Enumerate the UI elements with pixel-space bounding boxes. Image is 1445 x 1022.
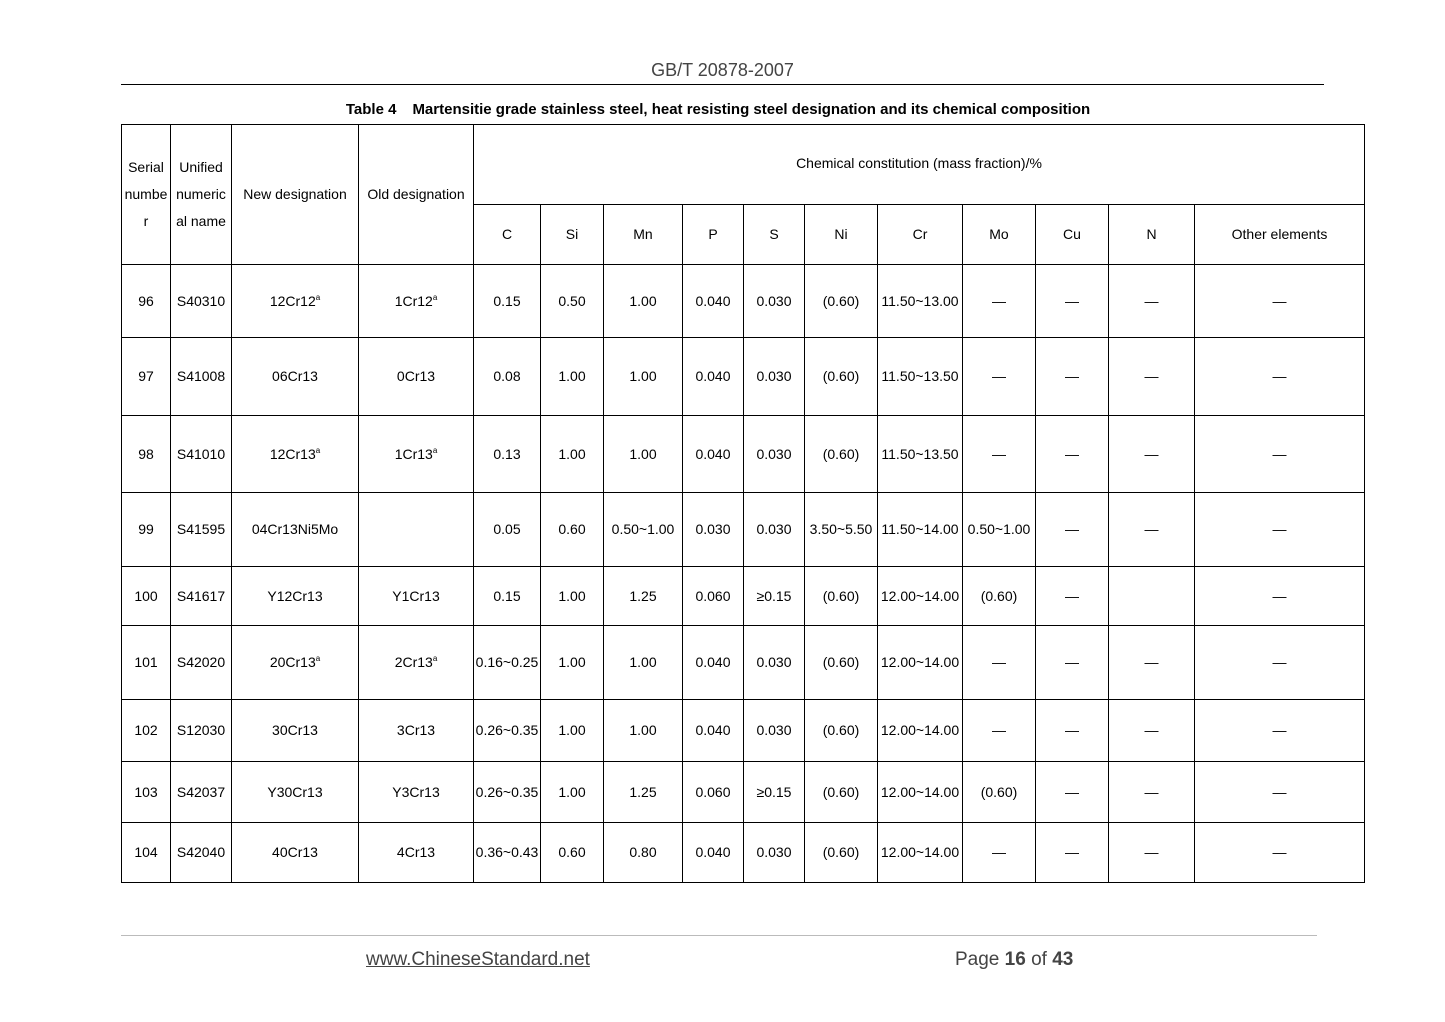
cell-si: 0.60 xyxy=(541,493,604,567)
new-designation-text: 20Cr13 xyxy=(269,654,316,670)
cell-mo: — xyxy=(963,265,1036,338)
header-element-mn: Mn xyxy=(604,205,683,265)
new-designation-text: 12Cr12 xyxy=(269,292,316,309)
cell-cu: — xyxy=(1036,700,1109,762)
cell-unified-name: S12030 xyxy=(171,700,232,762)
cell-si: 1.00 xyxy=(541,762,604,823)
header-row xyxy=(122,125,1365,205)
header-chemical: Chemical constitution (mass fraction)/% xyxy=(474,125,1365,205)
new-designation-text: Y30Cr13 xyxy=(267,783,323,800)
cell-p: 0.060 xyxy=(683,762,744,823)
table-title-text: Martensitie grade stainless steel, heat resisting steel designation and its chemical composition xyxy=(412,101,1091,118)
new-designation-text: 40Cr13 xyxy=(272,844,318,860)
table-row xyxy=(122,416,1365,493)
cell-unified-name: S41617 xyxy=(171,567,232,626)
cell-other-elements: — xyxy=(1195,416,1365,493)
cell-other-elements: — xyxy=(1195,338,1365,416)
cell-old-designation xyxy=(359,700,474,762)
cell-old-designation xyxy=(359,567,474,626)
cell-other-elements: — xyxy=(1195,700,1365,762)
standard-code: GB/T 20878-2007 xyxy=(651,60,794,80)
cell-p: 0.040 xyxy=(683,823,744,883)
cell-n: — xyxy=(1109,416,1195,493)
cell-old-designation xyxy=(359,762,474,823)
cell-other-elements: — xyxy=(1195,493,1365,567)
old-designation-text: Y3Cr13 xyxy=(392,783,440,800)
cell-new-designation xyxy=(232,626,359,700)
old-designation-text: 0Cr13 xyxy=(396,368,436,384)
cell-n: — xyxy=(1109,823,1195,883)
cell-cr: 11.50~13.50 xyxy=(878,338,963,416)
header-element-cr: Cr xyxy=(878,205,963,265)
cell-s: 0.030 xyxy=(744,700,805,762)
header-element-si: Si xyxy=(541,205,604,265)
cell-ni: (0.60) xyxy=(805,567,878,626)
cell-p: 0.040 xyxy=(683,700,744,762)
cell-n: — xyxy=(1109,493,1195,567)
table-row xyxy=(122,493,1365,567)
cell-cu: — xyxy=(1036,493,1109,567)
cell-cu: — xyxy=(1036,626,1109,700)
cell-ni: (0.60) xyxy=(805,265,878,338)
cell-s: 0.030 xyxy=(744,265,805,338)
table-row xyxy=(122,700,1365,762)
cell-cr: 12.00~14.00 xyxy=(878,823,963,883)
cell-cu: — xyxy=(1036,265,1109,338)
header-element-cu: Cu xyxy=(1036,205,1109,265)
cell-c: 0.08 xyxy=(474,338,541,416)
cell-p: 0.040 xyxy=(683,338,744,416)
cell-cu: — xyxy=(1036,416,1109,493)
header-unified: Unified numeric al name xyxy=(171,125,232,265)
cell-new-designation xyxy=(232,493,359,567)
cell-mo: — xyxy=(963,338,1036,416)
cell-n xyxy=(1109,567,1195,626)
cell-mn: 1.00 xyxy=(604,700,683,762)
cell-n: — xyxy=(1109,700,1195,762)
cell-serial: 99 xyxy=(122,493,171,567)
cell-mo: (0.60) xyxy=(963,567,1036,626)
new-designation-text: 04Cr13Ni5Mo xyxy=(251,521,339,537)
cell-s: 0.030 xyxy=(744,823,805,883)
cell-n: — xyxy=(1109,762,1195,823)
cell-mn: 1.00 xyxy=(604,265,683,338)
cell-unified-name: S42020 xyxy=(171,626,232,700)
page-indicator xyxy=(955,949,1073,971)
header-old-designation: Old designation xyxy=(359,125,474,265)
cell-unified-name: S40310 xyxy=(171,265,232,338)
cell-old-designation xyxy=(359,823,474,883)
cell-other-elements: — xyxy=(1195,265,1365,338)
footnote-marker: a xyxy=(315,445,321,455)
cell-serial: 101 xyxy=(122,626,171,700)
cell-cr: 11.50~13.50 xyxy=(878,416,963,493)
cell-si: 1.00 xyxy=(541,700,604,762)
page-total: 43 xyxy=(1052,949,1074,970)
cell-other-elements: — xyxy=(1195,823,1365,883)
cell-ni: (0.60) xyxy=(805,700,878,762)
cell-ni: (0.60) xyxy=(805,338,878,416)
cell-new-designation xyxy=(232,762,359,823)
cell-s: ≥0.15 xyxy=(744,762,805,823)
cell-n: — xyxy=(1109,626,1195,700)
cell-p: 0.040 xyxy=(683,626,744,700)
cell-mo: — xyxy=(963,823,1036,883)
cell-old-designation xyxy=(359,265,474,338)
cell-unified-name: S42037 xyxy=(171,762,232,823)
table-row xyxy=(122,626,1365,700)
cell-s: ≥0.15 xyxy=(744,567,805,626)
cell-p: 0.040 xyxy=(683,265,744,338)
cell-new-designation xyxy=(232,416,359,493)
cell-new-designation xyxy=(232,338,359,416)
cell-old-designation xyxy=(359,493,474,567)
cell-ni: (0.60) xyxy=(805,823,878,883)
cell-old-designation xyxy=(359,416,474,493)
cell-c: 0.05 xyxy=(474,493,541,567)
cell-serial: 103 xyxy=(122,762,171,823)
cell-cr: 11.50~14.00 xyxy=(878,493,963,567)
cell-si: 0.60 xyxy=(541,823,604,883)
old-designation-text: 1Cr12 xyxy=(394,292,433,309)
cell-si: 1.00 xyxy=(541,338,604,416)
cell-c: 0.16~0.25 xyxy=(474,626,541,700)
header-element-mo: Mo xyxy=(963,205,1036,265)
cell-serial: 104 xyxy=(122,823,171,883)
old-designation-text: 4Cr13 xyxy=(396,844,436,860)
cell-mo: 0.50~1.00 xyxy=(963,493,1036,567)
cell-mo: (0.60) xyxy=(963,762,1036,823)
cell-ni: 3.50~5.50 xyxy=(805,493,878,567)
cell-mn: 1.25 xyxy=(604,567,683,626)
cell-si: 1.00 xyxy=(541,626,604,700)
cell-unified-name: S42040 xyxy=(171,823,232,883)
cell-cr: 12.00~14.00 xyxy=(878,626,963,700)
cell-s: 0.030 xyxy=(744,338,805,416)
header-element-s: S xyxy=(744,205,805,265)
cell-new-designation xyxy=(232,823,359,883)
page-current: 16 xyxy=(1004,949,1026,970)
footer-rule xyxy=(121,935,1317,936)
cell-cr: 12.00~14.00 xyxy=(878,762,963,823)
cell-n: — xyxy=(1109,265,1195,338)
cell-old-designation xyxy=(359,338,474,416)
cell-serial: 102 xyxy=(122,700,171,762)
old-designation-text: 3Cr13 xyxy=(396,722,436,738)
header-serial: Serial numbe r xyxy=(122,125,171,265)
cell-s: 0.030 xyxy=(744,626,805,700)
cell-p: 0.040 xyxy=(683,416,744,493)
old-designation-text: Y1Cr13 xyxy=(392,587,440,604)
header-rule xyxy=(121,84,1324,85)
old-designation-text: 2Cr13 xyxy=(394,654,433,670)
cell-si: 0.50 xyxy=(541,265,604,338)
cell-c: 0.26~0.35 xyxy=(474,700,541,762)
footnote-marker: a xyxy=(432,445,438,455)
footnote-marker: a xyxy=(315,292,321,302)
table-number: Table 4 xyxy=(345,101,397,118)
cell-serial: 97 xyxy=(122,338,171,416)
header-element-n: N xyxy=(1109,205,1195,265)
table-row xyxy=(122,567,1365,626)
cell-unified-name: S41008 xyxy=(171,338,232,416)
cell-mn: 0.50~1.00 xyxy=(604,493,683,567)
footnote-marker: a xyxy=(432,654,438,663)
cell-cu: — xyxy=(1036,823,1109,883)
cell-c: 0.36~0.43 xyxy=(474,823,541,883)
cell-cu: — xyxy=(1036,338,1109,416)
header-element-ni: Ni xyxy=(805,205,878,265)
site-link[interactable]: www.ChineseStandard.net xyxy=(366,949,590,970)
cell-p: 0.030 xyxy=(683,493,744,567)
cell-s: 0.030 xyxy=(744,493,805,567)
cell-serial: 96 xyxy=(122,265,171,338)
footnote-marker: a xyxy=(432,292,438,302)
footnote-marker: a xyxy=(315,654,321,663)
header-element-p: P xyxy=(683,205,744,265)
cell-unified-name: S41010 xyxy=(171,416,232,493)
cell-ni: (0.60) xyxy=(805,626,878,700)
cell-other-elements: — xyxy=(1195,762,1365,823)
cell-mo: — xyxy=(963,626,1036,700)
header-element-other-elements: Other elements xyxy=(1195,205,1365,265)
header-element-c: C xyxy=(474,205,541,265)
cell-cu: — xyxy=(1036,567,1109,626)
page-of: of xyxy=(1031,949,1047,970)
cell-cu: — xyxy=(1036,762,1109,823)
cell-other-elements: — xyxy=(1195,567,1365,626)
cell-ni: (0.60) xyxy=(805,762,878,823)
cell-n: — xyxy=(1109,338,1195,416)
cell-other-elements: — xyxy=(1195,626,1365,700)
cell-mo: — xyxy=(963,700,1036,762)
cell-cr: 11.50~13.00 xyxy=(878,265,963,338)
cell-serial: 98 xyxy=(122,416,171,493)
cell-mn: 0.80 xyxy=(604,823,683,883)
new-designation-text: 30Cr13 xyxy=(272,722,318,738)
cell-new-designation xyxy=(232,567,359,626)
cell-p: 0.060 xyxy=(683,567,744,626)
cell-mn: 1.00 xyxy=(604,416,683,493)
cell-cr: 12.00~14.00 xyxy=(878,700,963,762)
cell-mn: 1.00 xyxy=(604,626,683,700)
cell-cr: 12.00~14.00 xyxy=(878,567,963,626)
cell-ni: (0.60) xyxy=(805,416,878,493)
table-body xyxy=(122,125,1365,883)
cell-new-designation xyxy=(232,265,359,338)
new-designation-text: 06Cr13 xyxy=(272,368,318,384)
table-row xyxy=(122,338,1365,416)
table-row xyxy=(122,823,1365,883)
page-prefix: Page xyxy=(955,949,1000,970)
cell-mn: 1.25 xyxy=(604,762,683,823)
cell-serial: 100 xyxy=(122,567,171,626)
old-designation-text: 1Cr13 xyxy=(394,445,433,462)
cell-new-designation xyxy=(232,700,359,762)
table-title xyxy=(0,101,1436,118)
cell-s: 0.030 xyxy=(744,416,805,493)
table-row xyxy=(122,265,1365,338)
cell-mo: — xyxy=(963,416,1036,493)
cell-si: 1.00 xyxy=(541,416,604,493)
cell-old-designation xyxy=(359,626,474,700)
cell-mn: 1.00 xyxy=(604,338,683,416)
cell-c: 0.15 xyxy=(474,567,541,626)
header-new-designation: New designation xyxy=(232,125,359,265)
cell-c: 0.15 xyxy=(474,265,541,338)
composition-table xyxy=(121,124,1365,883)
new-designation-text: 12Cr13 xyxy=(269,445,316,462)
cell-si: 1.00 xyxy=(541,567,604,626)
cell-c: 0.13 xyxy=(474,416,541,493)
cell-unified-name: S41595 xyxy=(171,493,232,567)
table-row xyxy=(122,762,1365,823)
cell-c: 0.26~0.35 xyxy=(474,762,541,823)
new-designation-text: Y12Cr13 xyxy=(267,587,323,604)
